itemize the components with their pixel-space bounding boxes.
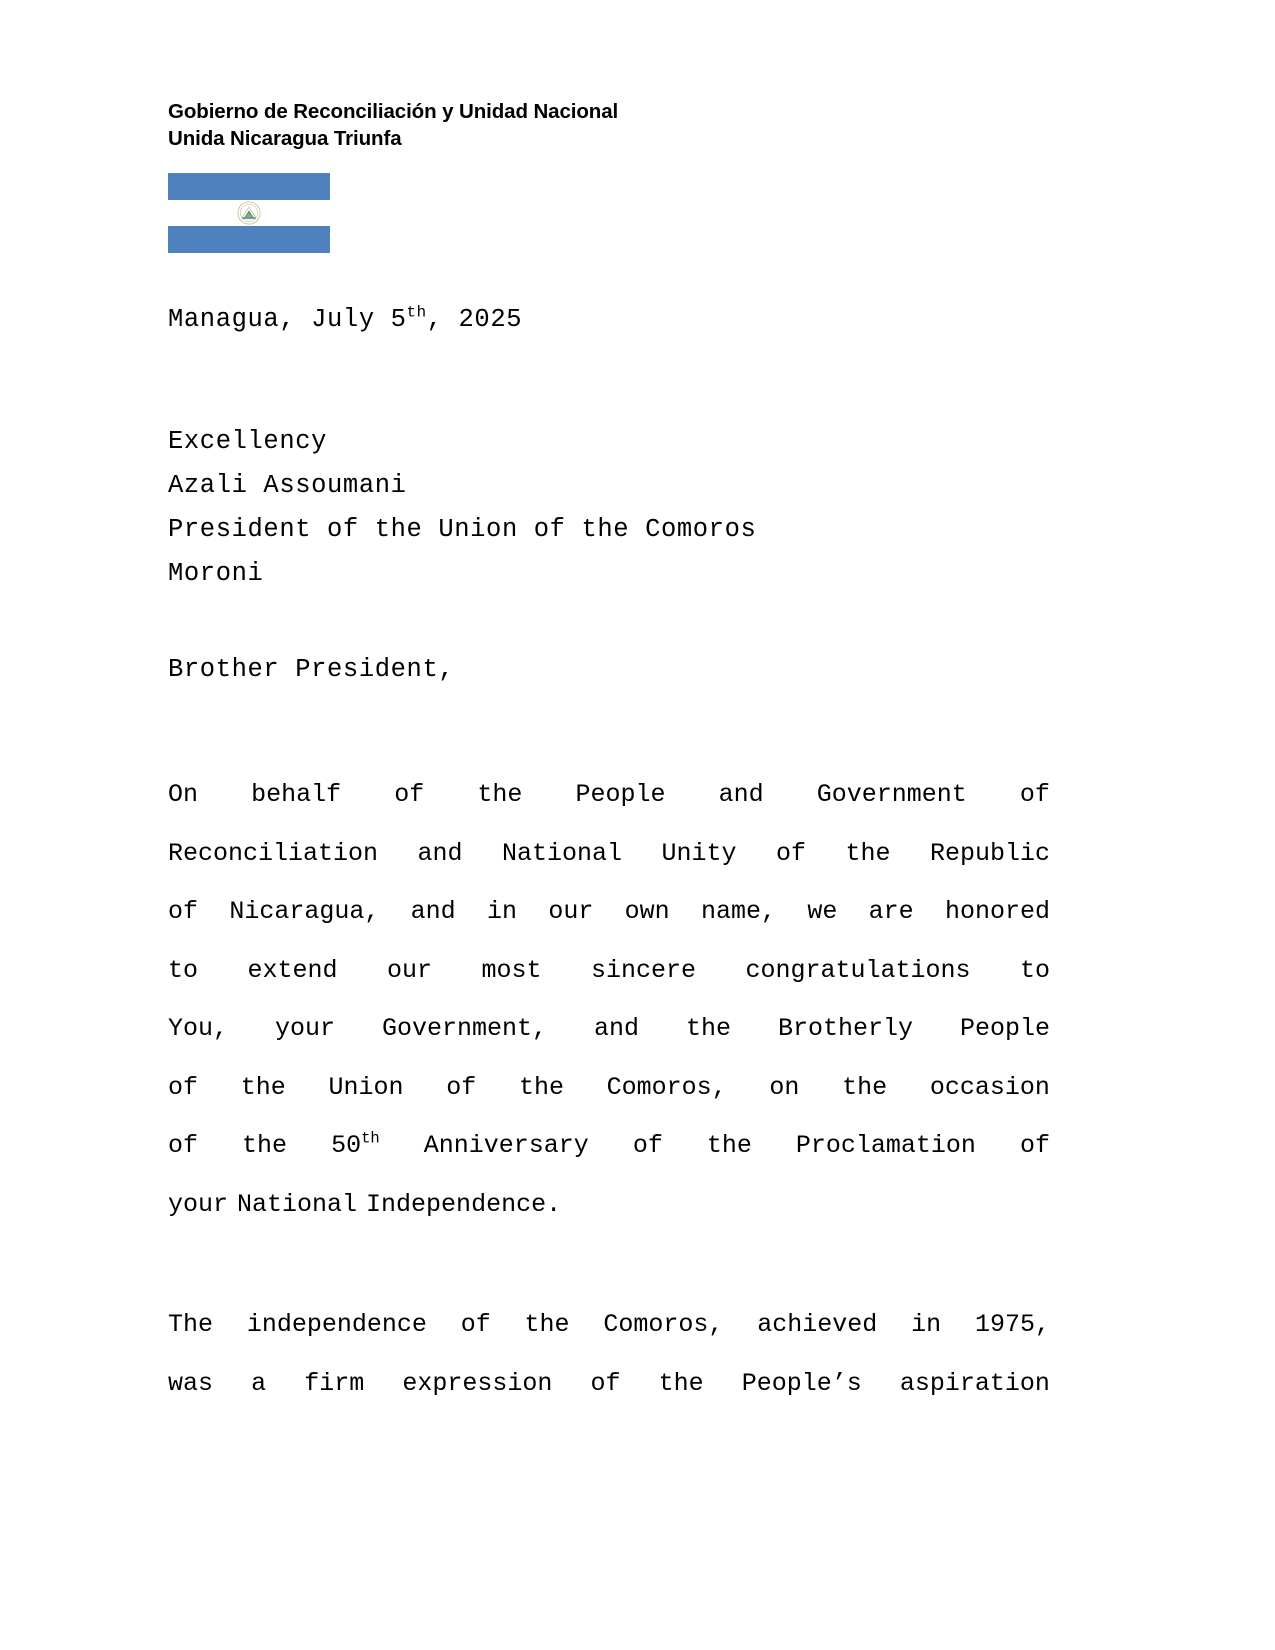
date-year: , 2025 — [426, 305, 523, 334]
date-line — [168, 298, 1048, 342]
paragraph-word: The — [168, 1310, 214, 1339]
paragraph-word: a — [251, 1368, 267, 1398]
letterhead-line-1: Gobierno de Reconciliación y Unidad Nacional — [168, 100, 619, 123]
paragraph-word: On — [168, 780, 199, 809]
paragraph-word: You, — [168, 1014, 229, 1043]
paragraph-word: of — [1019, 780, 1050, 809]
paragraph-word: own — [624, 897, 670, 926]
paragraph-word: Proclamation — [795, 1131, 976, 1160]
paragraph-word: of — [632, 1131, 663, 1160]
paragraph-word: People — [959, 1014, 1050, 1043]
paragraph-word: aspiration — [899, 1368, 1050, 1398]
paragraph-word: extend — [247, 955, 338, 985]
addressee-city: Moroni — [168, 559, 264, 588]
paragraph-word: the — [242, 1131, 288, 1160]
paragraph-word: the — [706, 1131, 752, 1160]
paragraph-word: achieved — [757, 1310, 878, 1339]
body-paragraph-two — [168, 1296, 1050, 1413]
date-ordinal-suffix: th — [406, 303, 427, 322]
paragraph-word: of — [775, 838, 806, 868]
paragraph-word: in — [487, 897, 518, 926]
paragraph-word: independence — [246, 1310, 427, 1339]
paragraph-word: Unity — [661, 838, 737, 868]
paragraph-word: the — [685, 1014, 731, 1043]
paragraph-word: Brotherly — [777, 1014, 913, 1043]
paragraph-line — [168, 825, 1050, 884]
paragraph-word: of — [460, 1310, 491, 1339]
paragraph-word: congratulations — [745, 955, 971, 985]
greeting-line: Brother President, — [168, 655, 455, 684]
paragraph-word: and — [410, 897, 456, 926]
paragraph-word: Government — [816, 780, 967, 809]
paragraph-word: of — [168, 1072, 199, 1102]
coat-of-arms-icon — [237, 201, 261, 225]
paragraph-word: was — [168, 1368, 214, 1398]
paragraph-word: behalf — [251, 780, 342, 809]
paragraph-word: most — [481, 955, 542, 985]
paragraph-word: your — [274, 1014, 335, 1043]
paragraph-word: of — [1019, 1131, 1050, 1160]
date-line-block — [168, 298, 1048, 342]
paragraph-word: on — [769, 1072, 800, 1102]
paragraph-word: the — [240, 1072, 286, 1102]
paragraph-word: occasion — [929, 1072, 1050, 1102]
paragraph-word: are — [868, 897, 914, 926]
paragraph-word: People’s — [741, 1368, 862, 1398]
body-paragraph-one — [168, 766, 1050, 1234]
paragraph-word: Nicaragua, — [229, 897, 380, 926]
paragraph-word: of — [168, 897, 199, 926]
paragraph-word: and — [593, 1014, 639, 1043]
paragraph-word: to — [1019, 955, 1050, 985]
paragraph-line — [168, 1117, 1050, 1176]
addressee-block — [168, 420, 1048, 596]
paragraph-word: People — [575, 780, 666, 809]
paragraph-line — [168, 1000, 1050, 1059]
paragraph-line — [168, 766, 1050, 825]
paragraph-word: of — [446, 1072, 477, 1102]
paragraph-word: Anniversary — [423, 1131, 589, 1160]
flag-stripe-bottom — [168, 226, 330, 253]
paragraph-word: the — [658, 1368, 704, 1398]
paragraph-word: sincere — [590, 955, 696, 985]
addressee-position: President of the Union of the Comoros — [168, 515, 757, 544]
paragraph-word: Reconciliation — [168, 838, 379, 868]
paragraph-word: 50th — [331, 1129, 380, 1160]
paragraph-word: National — [237, 1189, 358, 1219]
paragraph-word: 1975, — [974, 1310, 1050, 1339]
date-city: Managua, July 5 — [168, 305, 407, 334]
paragraph-line — [168, 942, 1050, 1001]
addressee-name: Azali Assoumani — [168, 471, 407, 500]
paragraph-word: expression — [402, 1368, 553, 1398]
paragraph-word: Comoros, — [606, 1072, 727, 1102]
letterhead — [168, 98, 1068, 152]
paragraph-word: the — [518, 1072, 564, 1102]
paragraph-line — [168, 1296, 1050, 1355]
paragraph-word: and — [417, 838, 463, 868]
flag-stripe-top — [168, 173, 330, 200]
paragraph-word: of — [394, 780, 425, 809]
paragraph-word: of — [168, 1131, 199, 1160]
paragraph-word: our — [548, 897, 594, 926]
paragraph-word: Independence. — [366, 1189, 562, 1219]
letterhead-line-2: Unida Nicaragua Triunfa — [168, 127, 402, 150]
paragraph-word: our — [386, 955, 432, 985]
paragraph-word: the — [842, 1072, 888, 1102]
paragraph-word: the — [477, 780, 523, 809]
paragraph-line — [168, 1355, 1050, 1414]
greeting-block — [168, 648, 1048, 692]
paragraph-word: name, — [700, 897, 776, 926]
paragraph-word: firm — [304, 1368, 365, 1398]
paragraph-word: the — [524, 1310, 570, 1339]
flag-of-nicaragua — [168, 173, 330, 253]
paragraph-word: and — [718, 780, 764, 809]
paragraph-word: National — [502, 838, 623, 868]
addressee-title: Excellency — [168, 427, 328, 456]
paragraph-word: Union — [328, 1072, 404, 1102]
paragraph-word: in — [911, 1310, 942, 1339]
paragraph-word: to — [168, 955, 199, 985]
paragraph-word: we — [807, 897, 838, 926]
paragraph-word: the — [845, 838, 891, 868]
paragraph-word: your — [168, 1189, 229, 1219]
paragraph-word: honored — [944, 897, 1050, 926]
paragraph-word: Government, — [381, 1014, 547, 1043]
paragraph-word: of — [590, 1368, 621, 1398]
ordinal-suffix: th — [361, 1129, 380, 1148]
paragraph-line — [168, 883, 1050, 942]
paragraph-line — [168, 1176, 1050, 1235]
paragraph-word: Comoros, — [603, 1310, 724, 1339]
flag-graphic — [168, 173, 330, 253]
paragraph-word: Republic — [929, 838, 1050, 868]
paragraph-line — [168, 1059, 1050, 1118]
